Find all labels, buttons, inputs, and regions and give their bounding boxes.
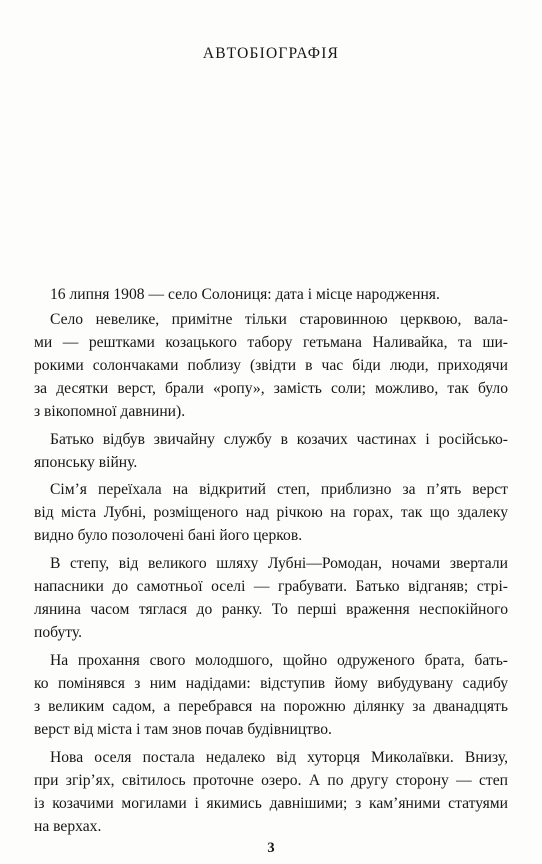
text-line: Сім’я переїхала на відкритий степ, приблизно за п’ять верст bbox=[50, 481, 508, 498]
text-line: при згір’ях, світилось проточне озеро. А по другу сторону — степ bbox=[34, 772, 508, 789]
text-line: японську війну. bbox=[34, 454, 138, 471]
text-line: з вікопомної давнини). bbox=[34, 403, 186, 420]
text-line: ко помінявся з ним надідами: відступив йому вибудувану садибу bbox=[34, 675, 508, 692]
text-line: на верхах. bbox=[34, 818, 102, 835]
text-line: рокими солончаками поблизу (звідти в час біди люди, приходячи bbox=[34, 357, 508, 374]
text-line: за десятки верст, брали «ропу», замість соли; можливо, так було bbox=[34, 380, 508, 397]
text-line: побуту. bbox=[34, 624, 83, 641]
text-line: із козачими могилами і якимись давнішими; з кам’яними статуями bbox=[34, 795, 508, 812]
text-line: з великим садом, а перебрався на порожню ділянку за дванадцять bbox=[34, 698, 508, 715]
text-line: верст від міста і там знов почав будівництво. bbox=[34, 721, 332, 738]
text-line: лянина часом тяглася до ранку. То перші враження неспокійного bbox=[34, 601, 508, 618]
text-line: На прохання свого молодшого, щойно одруженого брата, бать- bbox=[50, 652, 508, 669]
text-line: від міста Лубні, розміщеного над річкою на горах, так що здалеку bbox=[34, 504, 508, 521]
text-line: Нова оселя постала недалеко від хуторця Миколаївки. Внизу, bbox=[50, 749, 508, 766]
page-title: АВТОБІОГРАФІЯ bbox=[202, 45, 340, 62]
text-line: напасники до самотньої оселі — грабувати. Батько відганяв; стрі- bbox=[34, 578, 508, 595]
text-line: ми — рештками козацького табору гетьмана Наливайка, та ши- bbox=[34, 334, 508, 351]
text-line: Батько відбув звичайну службу в козачих частинах і російсько- bbox=[50, 431, 508, 448]
page-number: 3 bbox=[267, 840, 275, 856]
text-line: В степу, від великого шляху Лубні—Ромодан, ночами звертали bbox=[50, 555, 508, 572]
text-line: видно було позолочені бані його церков. bbox=[34, 527, 303, 544]
text-line: Село невелике, примітне тільки старовинною церквою, вала- bbox=[50, 311, 508, 328]
text-line: 16 липня 1908 — село Солониця: дата і місце народження. bbox=[50, 286, 440, 303]
